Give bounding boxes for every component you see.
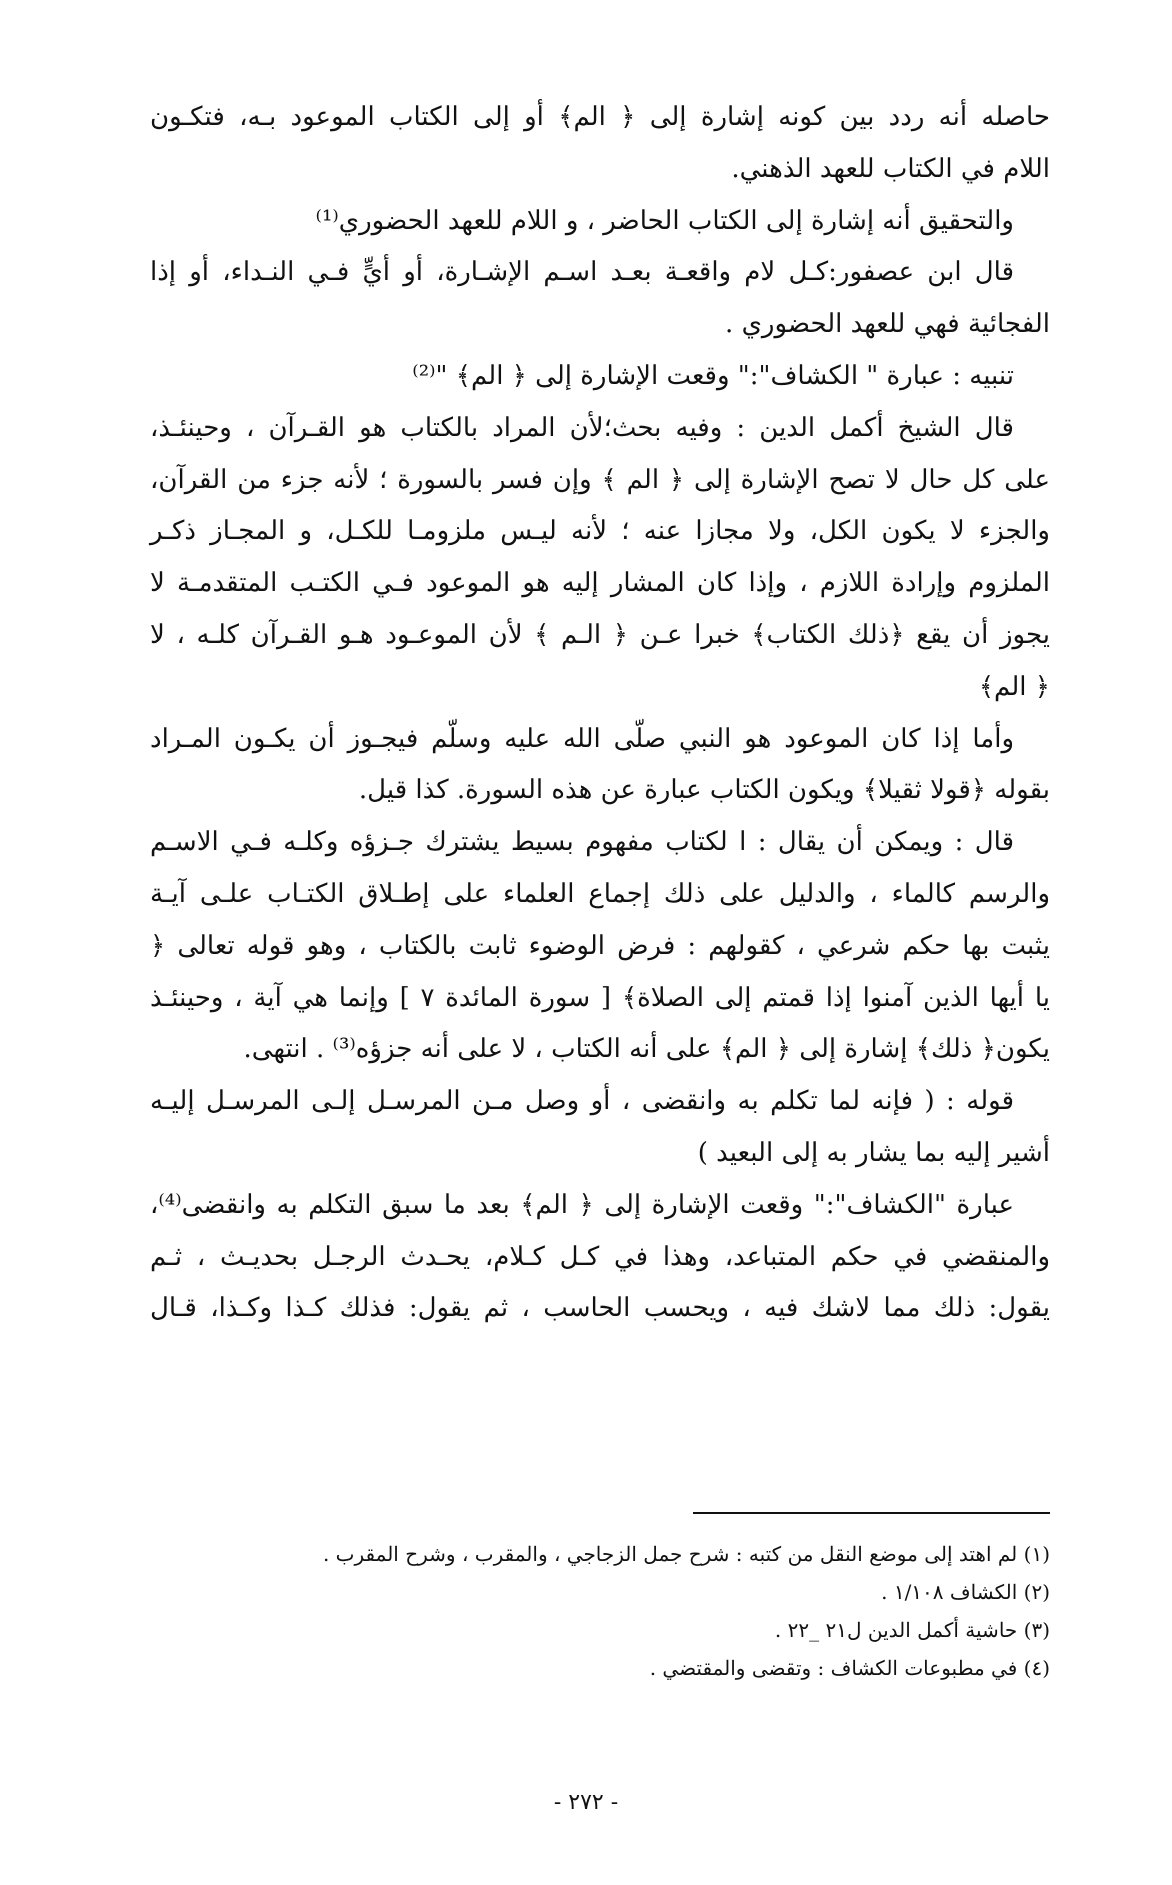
text-line: يا أيها الذين آمنوا إذا قمتم إلى الصلاة﴾ [ سورة المائدة ٧ ] وإنما هي آية ، وحينئـذ	[150, 982, 1050, 1013]
text-line: قوله : ( فإنه لما تكلم به وانقضى ، أو وصل مـن المرسـل إلـى المرسـل إليـه	[150, 1086, 1014, 1117]
text-line: يثبت بها حكم شرعي ، كقولهم : فرض الوضوء ثابت بالكتاب ، وهو قوله تعالى ﴿	[150, 930, 1050, 961]
text-line: والتحقيق أنه إشارة إلى الكتاب الحاضر ، و اللام للعهد الحضوري⁽¹⁾	[315, 205, 1014, 236]
page-number: - ٢٧٢ -	[553, 1790, 619, 1815]
text-line: قال ابن عصفور:كـل لام واقعـة بعـد اسـم الإشـارة، أو أيٍّ فـي النـداء، أو إذا	[150, 257, 1015, 288]
footnote: (١) لم اهتد إلى موضع النقل من كتبه : شرح جمل الزجاجي ، والمقرب ، وشرح المقرب .	[322, 1542, 1050, 1566]
footnote-divider	[693, 1512, 1050, 1514]
text-line: والرسم كالماء ، والدليل على ذلك إجماع العلماء على إطـلاق الكتـاب علـى آيـة	[150, 878, 1050, 909]
text-line: حاصله أنه ردد بين كونه إشارة إلى ﴿ الم﴾ أو إلى الكتاب الموعود بـه، فتكـون	[150, 102, 1050, 132]
footnote: (٢) الكشاف ١/١٠٨ .	[881, 1580, 1050, 1604]
text-line: الملزوم وإرادة اللازم ، وإذا كان المشار إليه هو الموعود فـي الكتـب المتقدمـة لا	[150, 568, 1051, 599]
text-line: قال الشيخ أكمل الدين : وفيه بحث؛لأن المراد بالكتاب هو القـرآن ، وحينئـذ،	[150, 412, 1014, 443]
text-line: يقول: ذلك مما لاشك فيه ، ويحسب الحاسب ، ثم يقول: فذلك كـذا وكـذا، قـال	[150, 1293, 1050, 1324]
text-line: تنبيه : عبارة " الكشاف":" وقعت الإشارة إلى ﴿ الم﴾ "⁽²⁾	[412, 360, 1014, 391]
main-text	[150, 92, 1050, 1335]
text-line: والمنقضي في حكم المتباعد، وهذا في كـل كـلام، يحـدث الرجـل بحديـث ، ثـم	[150, 1241, 1050, 1272]
text-line: يجوز أن يقع ﴿ذلك الكتاب﴾ خبرا عـن ﴿ الـم ﴾ لأن الموعـود هـو القـرآن كلـه ، لا	[150, 619, 1050, 650]
text-line: ﴿ الم﴾	[978, 671, 1050, 702]
text-line: قال : ويمكن أن يقال : ا لكتاب مفهوم بسيط يشترك جـزؤه وكلـه فـي الاسـم	[150, 827, 1014, 858]
text-line: والجزء لا يكون الكل، ولا مجازا عنه ؛ لأنه ليـس ملزومـا للكـل، و المجـاز ذكـر	[150, 516, 1050, 547]
text-line: عبارة "الكشاف":" وقعت الإشارة إلى ﴿ الم﴾ بعد ما سبق التكلم به وانقضى⁽⁴⁾،	[150, 1189, 1014, 1220]
text-line: بقوله ﴿قولا ثقيلا﴾ ويكون الكتاب عبارة عن هذه السورة. كذا قيل.	[358, 775, 1050, 806]
text-line: اللام في الكتاب للعهد الذهني.	[731, 153, 1050, 184]
footnote: (٣) حاشية أكمل الدين ل٢١ _٢٢ .	[774, 1618, 1050, 1642]
footnote: (٤) في مطبوعات الكشاف : وتقضى والمقتضي .	[649, 1656, 1050, 1680]
text-line: يكون﴿ ذلك﴾ إشارة إلى ﴿ الم﴾ على أنه الكتاب ، لا على أنه جزؤه⁽³⁾ . انتهى.	[243, 1034, 1050, 1065]
text-line: الفجائية فهي للعهد الحضوري .	[725, 309, 1050, 340]
text-line: وأما إذا كان الموعود هو النبي صلّى الله عليه وسلّم فيجـوز أن يكـون المـراد	[150, 723, 1014, 754]
text-line: أشير إليه بما يشار به إلى البعيد )	[697, 1137, 1050, 1168]
text-line: على كل حال لا تصح الإشارة إلى ﴿ الم ﴾ وإن فسر بالسورة ؛ لأنه جزء من القرآن،	[150, 464, 1050, 495]
footnotes	[150, 1535, 1050, 1687]
